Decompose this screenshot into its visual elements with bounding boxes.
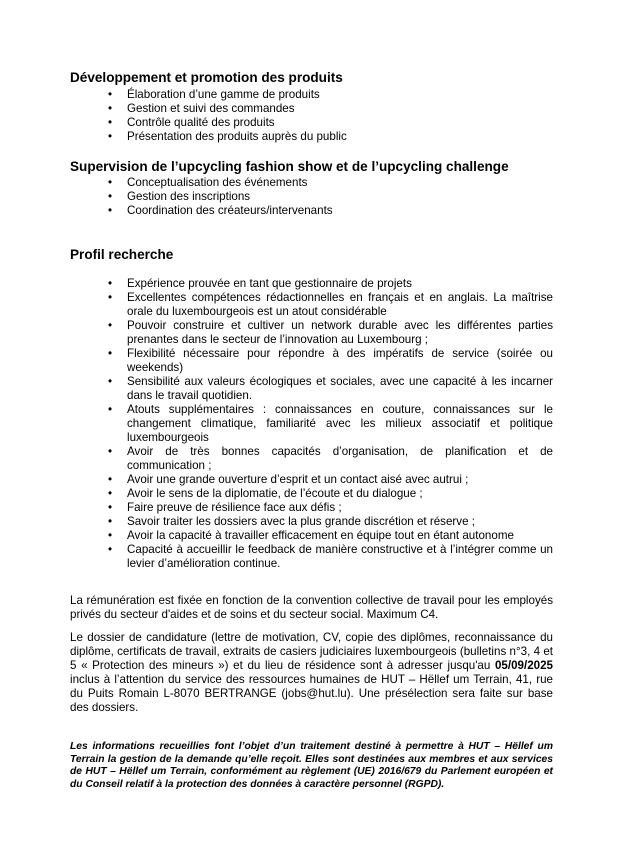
deadline-date: 05/09/2025 xyxy=(494,659,553,672)
list-item: • Atouts supplémentaires : connaissances en couture, connaissances sur le changement climatique, familiarité avec les milieux associatif et politique luxembourgeois xyxy=(70,403,553,445)
list-item: • Avoir de très bonnes capacités d’organisation, de planification et de communication ; xyxy=(70,445,553,473)
list-item: • Conceptualisation des événements xyxy=(70,176,553,190)
list-item: • Coordination des créateurs/intervenants xyxy=(70,204,553,218)
list-item: • Faire preuve de résilience face aux défis ; xyxy=(70,501,553,515)
list-item: • Flexibilité nécessaire pour répondre à des impératifs de service (soirée ou weekends) xyxy=(70,347,553,375)
application-text-start: Le dossier de candidature (lettre de motivation, CV, copie des diplômes, reconnaissance du diplôme, certificats de travail, extraits de casiers judiciaires luxembourgeois (bulletins n°3, 4 et 5 « Protection des mineurs ») et du lieu de résidence sont à adresser jusqu'au xyxy=(70,631,553,672)
list-item: • Gestion des inscriptions xyxy=(70,190,553,204)
list-item: • Excellentes compétences rédactionnelles en français et en anglais. La maîtrise orale du luxembourgeois est un atout considérable xyxy=(70,291,553,319)
list-item: • Avoir le sens de la diplomatie, de l’écoute et du dialogue ; xyxy=(70,487,553,501)
section-title-profile: Profil recherche xyxy=(70,247,174,262)
legal-notice: Les informations recueillies font l’objet d’un traitement destiné à permettre à HUT – Hëllef um Terrain la gestion de la demande qu’elle reçoit. Elles sont destinées aux membres et aux services de HUT – Hëllef um Terrain, conformément au règlement (UE) 2016/679 du Parlement européen et du Conseil relatif à la protection des données à caractère personnel (RGPD). xyxy=(70,741,553,790)
fashion-list xyxy=(70,176,553,218)
list-item: • Avoir la capacité à travailler efficacement en équipe tout en étant autonome xyxy=(70,529,553,543)
application-paragraph xyxy=(70,631,553,715)
section-title-products: Développement et promotion des produits xyxy=(70,70,343,85)
list-item: • Avoir une grande ouverture d’esprit et un contact aisé avec autrui ; xyxy=(70,473,553,487)
profile-list xyxy=(70,277,553,571)
list-item: • Pouvoir construire et cultiver un network durable avec les différentes parties prenantes dans le secteur de l’innovation au Luxembourg ; xyxy=(70,319,553,347)
products-list xyxy=(70,88,553,144)
list-item: • Capacité à accueillir le feedback de manière constructive et à l’intégrer comme un levier d’amélioration continue. xyxy=(70,543,553,571)
list-item: • Contrôle qualité des produits xyxy=(70,116,553,130)
list-item: • Gestion et suivi des commandes xyxy=(70,102,553,116)
remuneration-paragraph: La rémunération est fixée en fonction de la convention collective de travail pour les employés privés du secteur d'aides et de soins et du secteur social. Maximum C4. xyxy=(70,594,553,621)
list-item: • Savoir traiter les dossiers avec la plus grande discrétion et réserve ; xyxy=(70,515,553,529)
list-item: • Présentation des produits auprès du public xyxy=(70,130,553,144)
list-item: • Élaboration d’une gamme de produits xyxy=(70,88,553,102)
application-text-end: inclus à l’attention du service des ressources humaines de HUT – Hëllef um Terrain, 41, rue du Puits Romain L-8070 BERTRANGE (jobs@hut.lu). Une présélection sera faite sur base des dossiers. xyxy=(70,673,553,714)
list-item: • Expérience prouvée en tant que gestionnaire de projets xyxy=(70,277,553,291)
list-item: • Sensibilité aux valeurs écologiques et sociales, avec une capacité à les incarner dans le travail quotidien. xyxy=(70,375,553,403)
section-title-fashion-show: Supervision de l’upcycling fashion show et de l’upcycling challenge xyxy=(70,159,509,174)
